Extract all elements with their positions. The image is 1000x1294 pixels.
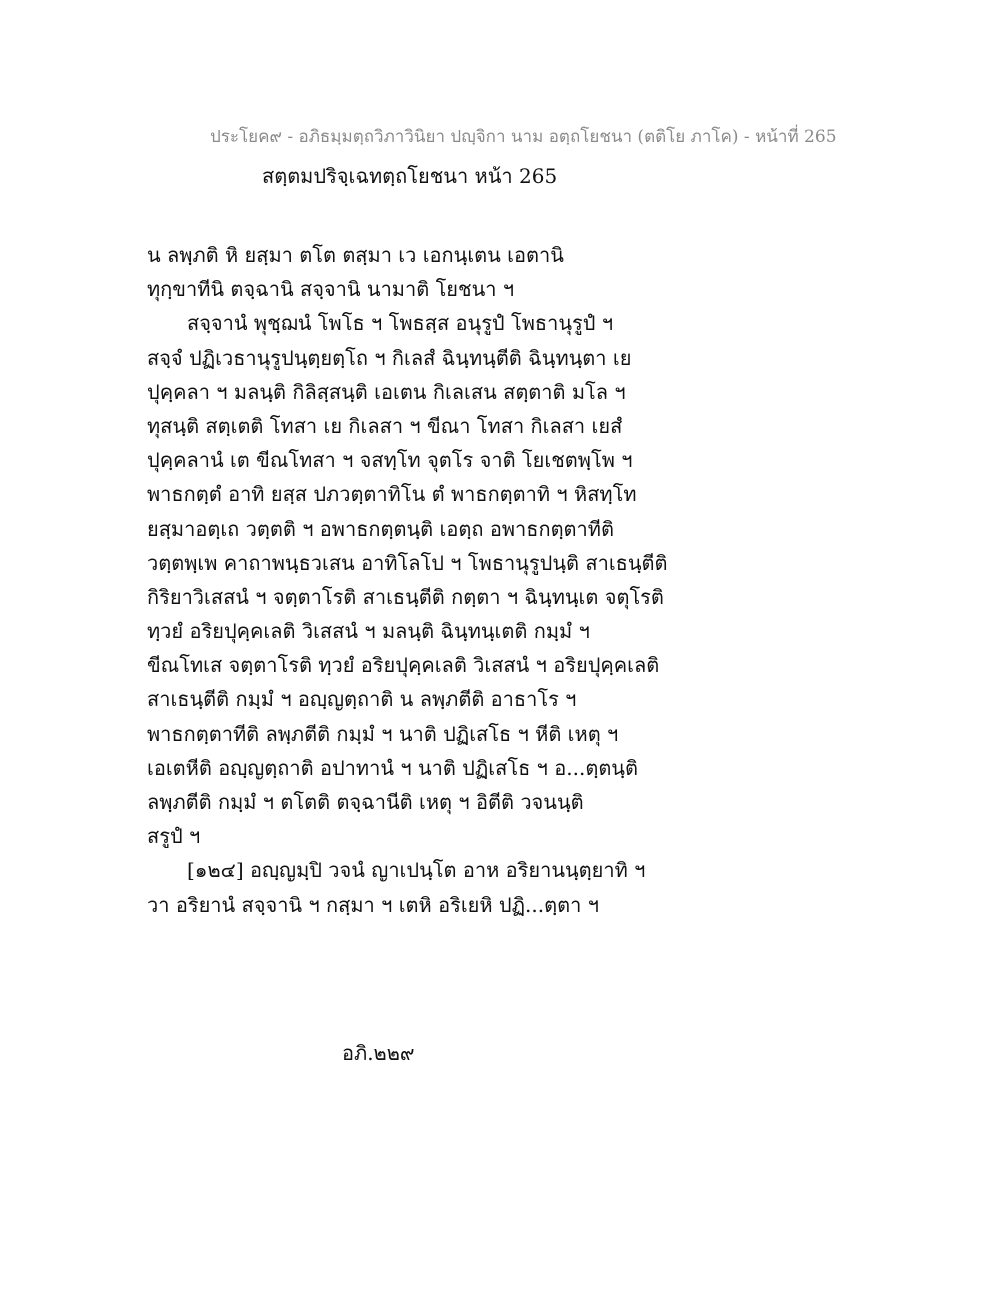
- text-line: ยสฺมาอตฺเถ วตฺตติ ฯ อพาธกตฺตนฺติ เอตฺถ อพาธกตฺตาทีติ: [147, 516, 614, 541]
- text-line: ปุคฺคลานํ เต ขีณโทสา ฯ จสทฺโท จุตโร จาติ โยเชตพฺโพ ฯ: [147, 448, 633, 473]
- text-line: สจฺจํ ปฏิเวธานุรูปนฺตฺยตฺโถ ฯ กิเลสํ ฉินฺทนฺตีติ ฉินฺทนฺตา เย: [147, 345, 632, 370]
- text-line: สรูปํ ฯ: [147, 824, 201, 849]
- text-line: สจฺจานํ พุชฺฌนํ โพโธ ฯ โพธสฺส อนุรูปํ โพธานุรูปํ ฯ: [187, 311, 614, 336]
- body-text: [147, 238, 687, 922]
- text-line: ทุสนฺติ สตฺเตติ โทสา เย กิเลสา ฯ ขีณา โทสา กิเลสา เยสํ: [147, 413, 623, 438]
- running-header: ประโยค๙ - อภิธมฺมตฺถวิภาวินิยา ปญฺจิกา นาม อตฺถโยชนา (ตติโย ภาโค) - หน้าที่ 265: [210, 127, 837, 147]
- text-line: ขีณโทเส จตฺตาโรติ ทฺวยํ อริยปุคฺคเลติ วิเสสนํ ฯ อริยปุคฺคเลติ: [147, 653, 660, 678]
- text-line: วตฺตพฺเพ คาถาพนฺธวเสน อาทิโลโป ฯ โพธานุรูปนฺติ สาเธนฺตีติ: [147, 550, 668, 575]
- text-line: เอเตหีติ อญฺญตฺถาติ อปาทานํ ฯ นาติ ปฏิเสโธ ฯ อ...ตฺตนฺติ: [147, 755, 638, 780]
- text-line: [๑๒๔] อญฺญมฺปิ วจนํ ญาเปนฺโต อาห อริยานนฺตฺยาทิ ฯ: [187, 858, 646, 883]
- text-line: ทฺวยํ อริยปุคฺคเลติ วิเสสนํ ฯ มลนฺติ ฉินฺทนฺเตติ กมฺมํ ฯ: [147, 619, 590, 644]
- text-line: ลพฺภตีติ กมฺมํ ฯ ตโตติ ตจฺฉานีติ เหตุ ฯ อิตีติ วจนนฺติ: [147, 790, 584, 814]
- text-line: ทุกฺขาทีนิ ตจฺฉานิ สจฺจานิ นามาติ โยชนา ฯ: [147, 277, 515, 302]
- text-line: วา อริยานํ สจฺจานิ ฯ กสฺมา ฯ เตหิ อริเยหิ ปฏิ...ตฺตา ฯ: [147, 892, 599, 917]
- text-line: กิริยาวิเสสนํ ฯ จตฺตาโรติ สาเธนฺตีติ กตฺตา ฯ ฉินฺทนฺเต จตุโรติ: [147, 584, 664, 609]
- section-title: สตฺตมปริจฺเฉทตฺถโยชนา หน้า 265: [262, 164, 558, 188]
- text-line: พาธกตฺตาทีติ ลพฺภตีติ กมฺมํ ฯ นาติ ปฏิเสโธ ฯ หีติ เหตุ ฯ: [147, 721, 619, 746]
- text-line: น ลพฺภติ หิ ยสฺมา ตโต ตสฺมา เว เอกนฺเตน เอตานิ: [147, 243, 564, 267]
- page-reference: อภิ.๒๒๙: [342, 1041, 415, 1065]
- text-line: สาเธนฺตีติ กมฺมํ ฯ อญฺญตฺถาติ น ลพฺภตีติ อาธาโร ฯ: [147, 687, 577, 712]
- text-line: ปุคฺคลา ฯ มลนฺติ กิลิสฺสนฺติ เอเตน กิเลเสน สตฺตาติ มโล ฯ: [147, 379, 626, 404]
- text-line: พาธกตฺตํ อาทิ ยสฺส ปภวตฺตาทิโน ตํ พาธกตฺตาทิ ฯ หิสทฺโท: [147, 482, 637, 507]
